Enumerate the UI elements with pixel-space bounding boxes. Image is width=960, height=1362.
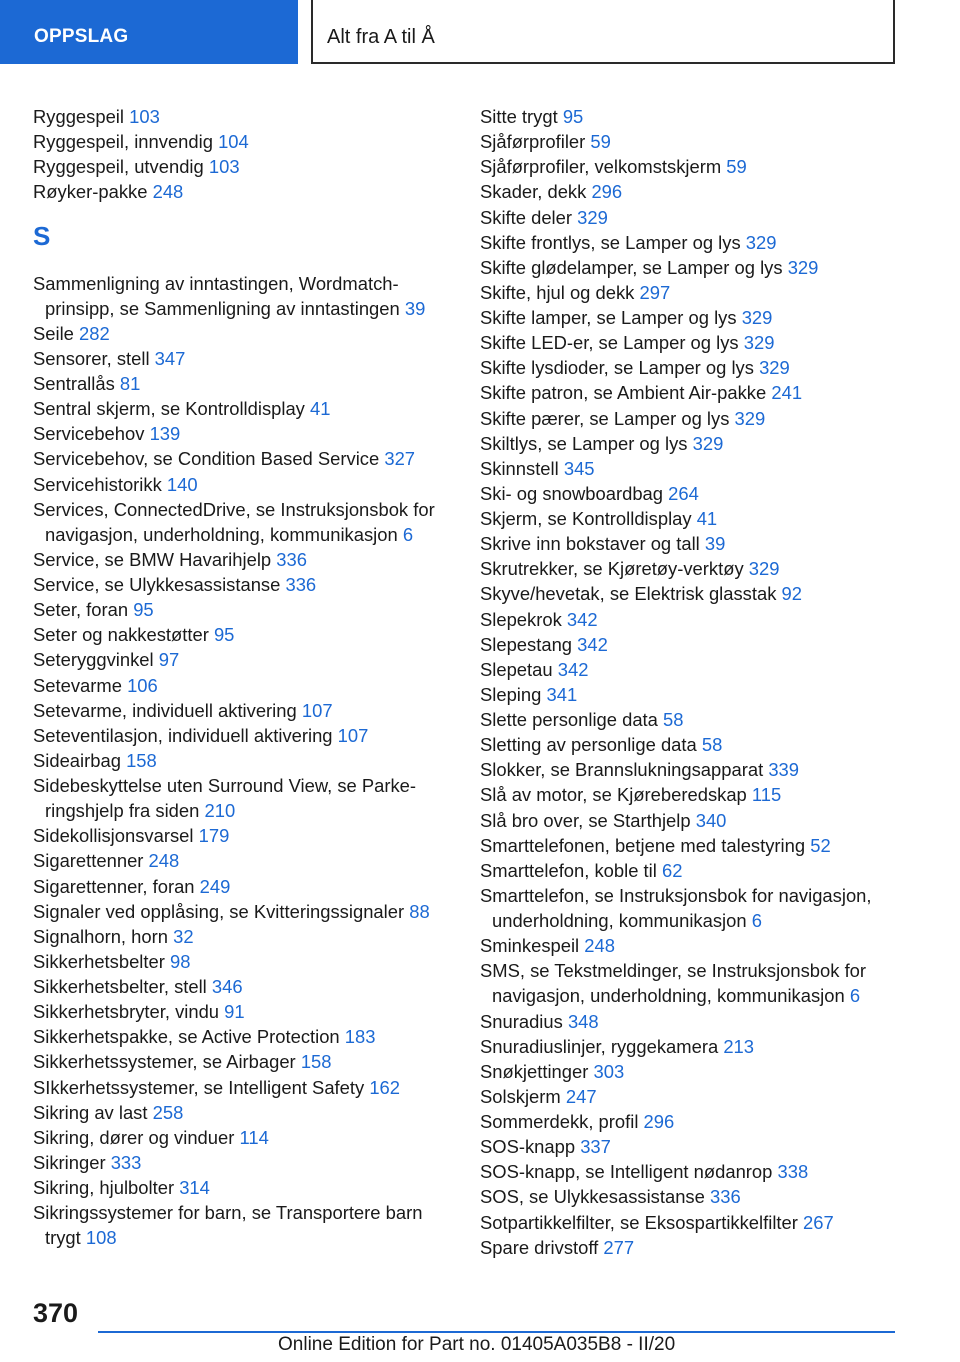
index-entry [480,1210,920,1235]
index-entry [480,581,920,606]
index-entry-term: Ryggespeil, innvendig [33,131,213,153]
index-entry-term: Slå bro over, se Starthjelp [480,809,691,831]
page-number: 370 [33,1298,79,1328]
index-entry [480,1009,920,1034]
index-entry-term: Skifte lamper, se Lamper og lys [480,307,737,328]
index-entry [480,129,920,154]
index-entry-term: Sentral skjerm, se Kontrolldisplay [33,398,305,420]
index-entry [33,1049,463,1074]
index-entry [480,431,920,456]
index-entry-term: Sleping [480,683,542,705]
index-entry-term: Skifte lysdioder, se Lamper og lys [480,357,754,379]
index-entry-term: Seter og nakkestøtter [33,624,209,646]
index-entry [33,924,463,949]
index-entry-term: Skifte frontlys, se Lamper og lys [480,231,741,253]
index-entry-term: Setevarme, individuell aktivering [33,699,297,721]
index-entry-term: Skinnstell [480,457,559,479]
index-entry-page-link[interactable]: 88 [409,900,430,922]
index-entry-term: Signalhorn, horn [33,925,168,947]
index-entry [33,129,463,154]
index-entry [480,406,920,431]
index-entry-term: Spare drivstoff [480,1236,599,1258]
index-entry [480,858,920,883]
index-entry [33,371,463,396]
index-entry [33,974,463,999]
index-entry-page-link[interactable]: 329 [741,307,773,328]
index-entry-page-link[interactable]: 103 [129,106,160,127]
index-entry [480,1109,920,1134]
index-entry-page-link[interactable]: 95 [213,624,235,646]
index-entry-page-link[interactable]: 32 [173,925,194,947]
index-entry [33,154,463,179]
index-entry-page-link[interactable]: 59 [726,156,747,178]
index-entry [33,321,463,346]
index-entry [480,607,920,632]
index-entry-page-link[interactable]: 107 [337,724,369,746]
footer-rule [98,1331,895,1333]
index-entry-term: Skifte patron, se Ambient Air-pakke [480,382,767,404]
index-entry-term: Sikring, dører og vinduer [33,1126,235,1148]
index-entry-term: Sommerdekk, profil [480,1111,639,1132]
index-group-s-continued [480,104,920,1260]
index-entry [33,1175,463,1200]
index-entry-page-link[interactable]: 329 [787,256,819,278]
index-entry [480,104,920,129]
index-entry-term: Skyve/hevetak, se Elektrisk glasstak [480,583,777,605]
index-entry-term: Sammenligning av inntastingen, Wordmatch-prinsipp, se Sammenligning av inntastingen [33,272,400,319]
index-entry [33,723,463,748]
index-entry-term: Sikkerhetsbelter [33,950,165,972]
index-entry-page-link[interactable]: 162 [369,1076,400,1098]
index-entry-term: Smarttelefon, se Instruksjonsbok for navigasjon, underholdning, kommunikasjon [480,884,872,931]
index-entry-term: Seile [33,322,74,344]
index-entry-term: Sikkerhetssystemer, se Airbager [33,1051,296,1073]
index-entry-page-link[interactable]: 329 [745,231,777,253]
index-entry [33,346,463,371]
index-entry-term: Sensorer, stell [33,347,150,369]
index-entry [33,446,463,471]
index-entry-page-link[interactable]: 114 [239,1126,269,1148]
index-entry-term: Service, se BMW Havarihjelp [33,548,272,570]
index-entry [480,179,920,204]
index-entry-term: Sjåførprofiler [480,131,586,153]
index-entry-term: Ski- og snowboardbag [480,482,663,504]
index-entry-term: Sideairbag [33,749,121,771]
index-entry-page-link[interactable]: 345 [563,457,595,479]
index-entry [480,933,920,958]
index-entry-page-link[interactable]: 341 [546,683,578,705]
index-entry-term: Slepestang [480,633,573,655]
index-entry-term: Signaler ved opplåsing, se Kvitteringssignaler [33,900,405,922]
index-entry [480,330,920,355]
index-entry-page-link[interactable]: 179 [198,825,230,847]
index-entry [480,456,920,481]
index-entry-term: Skjerm, se Kontrolldisplay [480,508,692,529]
index-entry-term: Sigarettenner [33,850,144,872]
index-entry-page-link[interactable]: 336 [709,1186,741,1208]
index-entry-page-link[interactable]: 41 [696,508,718,529]
index-entry [480,506,920,531]
index-entry-term: Slokker, se Brannslukningsapparat [480,759,764,781]
index-entry-page-link[interactable]: 92 [781,583,803,605]
index-entry-term: Servicebehov [33,423,145,445]
index-entry-term: SOS-knapp [480,1136,576,1158]
index-entry-page-link[interactable]: 41 [310,398,331,420]
index-entry-term: Setevarme [33,674,122,696]
index-entry-page-link[interactable]: 98 [170,950,191,972]
index-entry-term: SOS-knapp, se Intelligent nødanrop [480,1161,773,1183]
index-entry-term: Skader, dekk [480,181,587,203]
index-entry-term: Sikring, hjulbolter [33,1177,175,1198]
index-entry-term: Sikkerhetspakke, se Active Protection [33,1026,340,1048]
index-entry [480,632,920,657]
index-entry-term: Skiltlys, se Lamper og lys [480,432,688,454]
index-entry-term: Snuradius [480,1010,563,1032]
index-entry-page-link[interactable]: 329 [692,432,724,454]
index-entry [480,833,920,858]
index-entry-page-link[interactable]: 104 [218,131,249,153]
index-entry-page-link[interactable]: 336 [285,574,317,595]
section-tab [0,0,298,64]
index-entry [33,773,463,823]
index-entry-page-link[interactable]: 329 [759,357,790,379]
index-entry-term: Slepetau [480,658,553,680]
index-entry-page-link[interactable]: 95 [133,599,154,621]
index-entry [33,673,463,698]
index-entry [33,472,463,497]
index-entry-page-link[interactable]: 97 [158,649,180,671]
index-entry-term: Skifte deler [480,206,572,228]
index-entry-page-link[interactable]: 213 [723,1035,754,1057]
index-entry-term: Sikkerhetsbryter, vindu [33,1001,220,1023]
index-entry [33,899,463,924]
index-entry-page-link[interactable]: 103 [208,156,240,178]
index-entry-page-link[interactable]: 338 [777,1161,809,1183]
index-entry-term: Sidekollisjonsvarsel [33,825,194,847]
index-entry-page-link[interactable]: 277 [603,1236,635,1258]
index-entry-page-link[interactable]: 241 [771,382,803,404]
index-entry [480,757,920,782]
index-entry-term: Service, se Ulykkesassistanse [33,574,281,595]
index-entry [33,1024,463,1049]
index-entry [33,823,463,848]
index-entry-page-link[interactable]: 58 [701,734,723,756]
index-entry [480,230,920,255]
index-entry-term: Seteventilasjon, individuell aktivering [33,724,333,746]
index-entry-page-link[interactable]: 59 [590,131,611,153]
index-entry-page-link[interactable]: 339 [768,759,799,781]
index-entry-page-link[interactable]: 183 [344,1026,376,1048]
index-entry-page-link[interactable]: 342 [566,608,598,630]
index-entry-page-link[interactable]: 6 [849,985,861,1007]
index-entry [480,1034,920,1059]
index-entry-term: Skifte LED-er, se Lamper og lys [480,332,739,354]
index-entry-term: Solskjerm [480,1085,561,1107]
index-entry [480,1134,920,1159]
index-entry-page-link[interactable]: 342 [557,658,589,680]
index-entry-term: Seter, foran [33,599,129,621]
index-entry [33,1075,463,1100]
index-entry-term: Skifte, hjul og dekk [480,281,635,303]
index-entry [33,748,463,773]
index-entry-term: Skifte glødelamper, se Lamper og lys [480,256,783,278]
section-label: OPPSLAG [34,26,129,47]
index-entry-term: Sikringer [33,1151,106,1173]
index-entry [33,179,463,204]
index-entry [480,1235,920,1260]
index-entry [480,707,920,732]
index-entry-page-link[interactable]: 249 [199,875,231,897]
index-entry-term: Røyker-pakke [33,181,148,203]
index-entry-page-link[interactable]: 314 [179,1177,210,1198]
index-entry-page-link[interactable]: 39 [404,297,426,319]
footer-edition-text: Online Edition for Part no. 01405A035B8 - II/20 [278,1334,676,1355]
index-entry [33,572,463,597]
index-entry-page-link[interactable]: 303 [593,1060,625,1082]
index-entry-term: Smarttelefon, koble til [480,859,657,881]
index-entry-page-link[interactable]: 340 [695,809,727,831]
index-entry-term: Services, ConnectedDrive, se Instruksjonsbok for navigasjon, underholdning, kommunikasjon [33,498,435,545]
index-entry-page-link[interactable]: 115 [751,784,782,806]
index-entry-term: Sigarettenner, foran [33,875,195,897]
index-entry [480,782,920,807]
chapter-header [311,0,895,64]
index-entry [33,1200,463,1250]
index-entry [33,1150,463,1175]
index-entry-page-link[interactable]: 329 [577,206,608,228]
index-entry-term: Slette personlige data [480,709,658,730]
index-entry-term: Ryggespeil [33,106,124,127]
index-entry-term: Skrutrekker, se Kjøretøy-verktøy [480,558,744,580]
index-entry-term: Sitte trygt [480,106,558,127]
index-entry-term: Slepekrok [480,608,562,630]
index-column-left [33,104,463,1250]
index-entry-term: Sikringssystemer for barn, se Transportere barn trygt [33,1202,423,1249]
index-entry [33,396,463,421]
index-entry [480,958,920,1008]
index-entry-page-link[interactable]: 247 [565,1085,597,1107]
index-entry [33,421,463,446]
index-entry-page-link[interactable]: 337 [580,1136,611,1158]
index-entry-page-link[interactable]: 327 [384,448,416,470]
index-entry-page-link[interactable]: 91 [224,1001,245,1023]
index-entry-page-link[interactable]: 158 [126,749,157,771]
index-entry [480,255,920,280]
index-entry-page-link[interactable]: 6 [402,523,414,545]
index-entry-term: SOS, se Ulykkesassistanse [480,1186,705,1208]
index-entry-term: Sikring av last [33,1101,148,1123]
index-entry-page-link[interactable]: 296 [591,181,623,203]
index-entry-page-link[interactable]: 52 [810,834,831,856]
index-entry-term: SMS, se Tekstmeldinger, se Instruksjonsbok for navigasjon, underholdning, kommunikasjon [480,960,867,1007]
index-entry-term: Sjåførprofiler, velkomstskjerm [480,156,722,178]
index-entry-term: Sminkespeil [480,935,580,957]
index-entry-term: Smarttelefonen, betjene med talestyring [480,834,806,856]
index-entry-term: Sletting av personlige data [480,734,697,756]
index-entry-page-link[interactable]: 248 [584,935,615,957]
index-entry-page-link[interactable]: 258 [152,1101,184,1123]
index-entry-term: Sotpartikkelfilter, se Eksospartikkelfilter [480,1211,798,1233]
index-group-s [33,271,463,1251]
chapter-title: Alt fra A til Å [327,26,435,48]
index-entry-page-link[interactable]: 342 [577,633,608,655]
index-group-r [33,104,463,205]
index-entry [480,305,920,330]
index-entry-page-link[interactable]: 347 [154,347,186,369]
index-entry [33,1100,463,1125]
index-entry-term: Sidebeskyttelse uten Surround View, se Parke-ringshjelp fra siden [33,775,417,822]
index-entry-page-link[interactable]: 210 [204,800,236,822]
index-entry [480,556,920,581]
index-entry [33,104,463,129]
index-entry [480,732,920,757]
index-entry-page-link[interactable]: 139 [149,423,181,445]
index-entry [480,1184,920,1209]
index-entry [33,848,463,873]
index-entry-page-link[interactable]: 329 [748,558,780,580]
index-entry [480,205,920,230]
index-entry-page-link[interactable]: 62 [661,859,683,881]
index-entry-page-link[interactable]: 58 [663,709,684,730]
index-entry [33,874,463,899]
index-entry-term: Seteryggvinkel [33,649,154,671]
index-entry-term: Sentrallås [33,373,115,394]
index-entry-term: Ryggespeil, utvendig [33,156,204,178]
index-entry-page-link[interactable]: 95 [562,106,584,127]
index-entry [480,280,920,305]
index-entry-term: Snuradiuslinjer, ryggekamera [480,1035,719,1057]
index-entry-page-link[interactable]: 297 [639,281,671,303]
index-entry-page-link[interactable]: 329 [743,332,775,354]
index-entry-page-link[interactable]: 264 [668,482,699,504]
index-entry [480,380,920,405]
index-entry [33,698,463,723]
index-entry [480,1159,920,1184]
index-entry-term: Skifte pærer, se Lamper og lys [480,407,730,429]
index-entry-term: Servicebehov, se Condition Based Service [33,448,380,470]
index-entry-term: Sikkerhetsbelter, stell [33,976,207,997]
index-entry-page-link[interactable]: 296 [643,1111,675,1132]
index-letter-heading: S [33,220,51,251]
index-entry [33,1125,463,1150]
index-entry [480,808,920,833]
index-entry-page-link[interactable]: 248 [152,181,184,203]
index-entry [480,682,920,707]
index-entry-term: Snøkjettinger [480,1060,589,1082]
index-entry-page-link[interactable]: 346 [211,976,243,997]
index-entry [480,1059,920,1084]
index-entry [33,999,463,1024]
index-entry-page-link[interactable]: 348 [567,1010,599,1032]
index-entry-page-link[interactable]: 248 [148,850,180,872]
index-entry [480,355,920,380]
index-entry [480,531,920,556]
index-entry [33,949,463,974]
index-column-right [480,104,920,1260]
index-entry [33,497,463,547]
index-entry [33,547,463,572]
index-entry-page-link[interactable]: 6 [751,910,762,931]
index-entry-page-link[interactable]: 107 [301,699,333,721]
index-entry-page-link[interactable]: 158 [300,1051,332,1073]
index-entry-term: Servicehistorikk [33,473,162,495]
index-entry [33,647,463,672]
index-entry-page-link[interactable]: 140 [166,473,198,495]
index-entry-page-link[interactable]: 81 [119,373,141,394]
index-entry [480,481,920,506]
index-entry-term: Slå av motor, se Kjøreberedskap [480,784,747,806]
index-entry-page-link[interactable]: 106 [127,674,158,696]
index-entry [480,1084,920,1109]
index-entry [480,154,920,179]
index-entry [480,657,920,682]
index-entry-page-link[interactable]: 282 [79,322,110,344]
index-entry-term: SIkkerhetssystemer, se Intelligent Safety [33,1076,365,1098]
index-entry-page-link[interactable]: 39 [704,533,726,555]
index-entry-page-link[interactable]: 329 [734,407,766,429]
index-entry [33,622,463,647]
index-entry [33,597,463,622]
index-entry [33,271,463,321]
index-entry [480,883,920,933]
index-entry-page-link[interactable]: 333 [110,1151,142,1173]
index-entry-term: Skrive inn bokstaver og tall [480,533,700,555]
index-entry-page-link[interactable]: 336 [276,548,307,570]
index-entry-page-link[interactable]: 108 [85,1227,117,1249]
index-entry-page-link[interactable]: 267 [803,1211,834,1233]
